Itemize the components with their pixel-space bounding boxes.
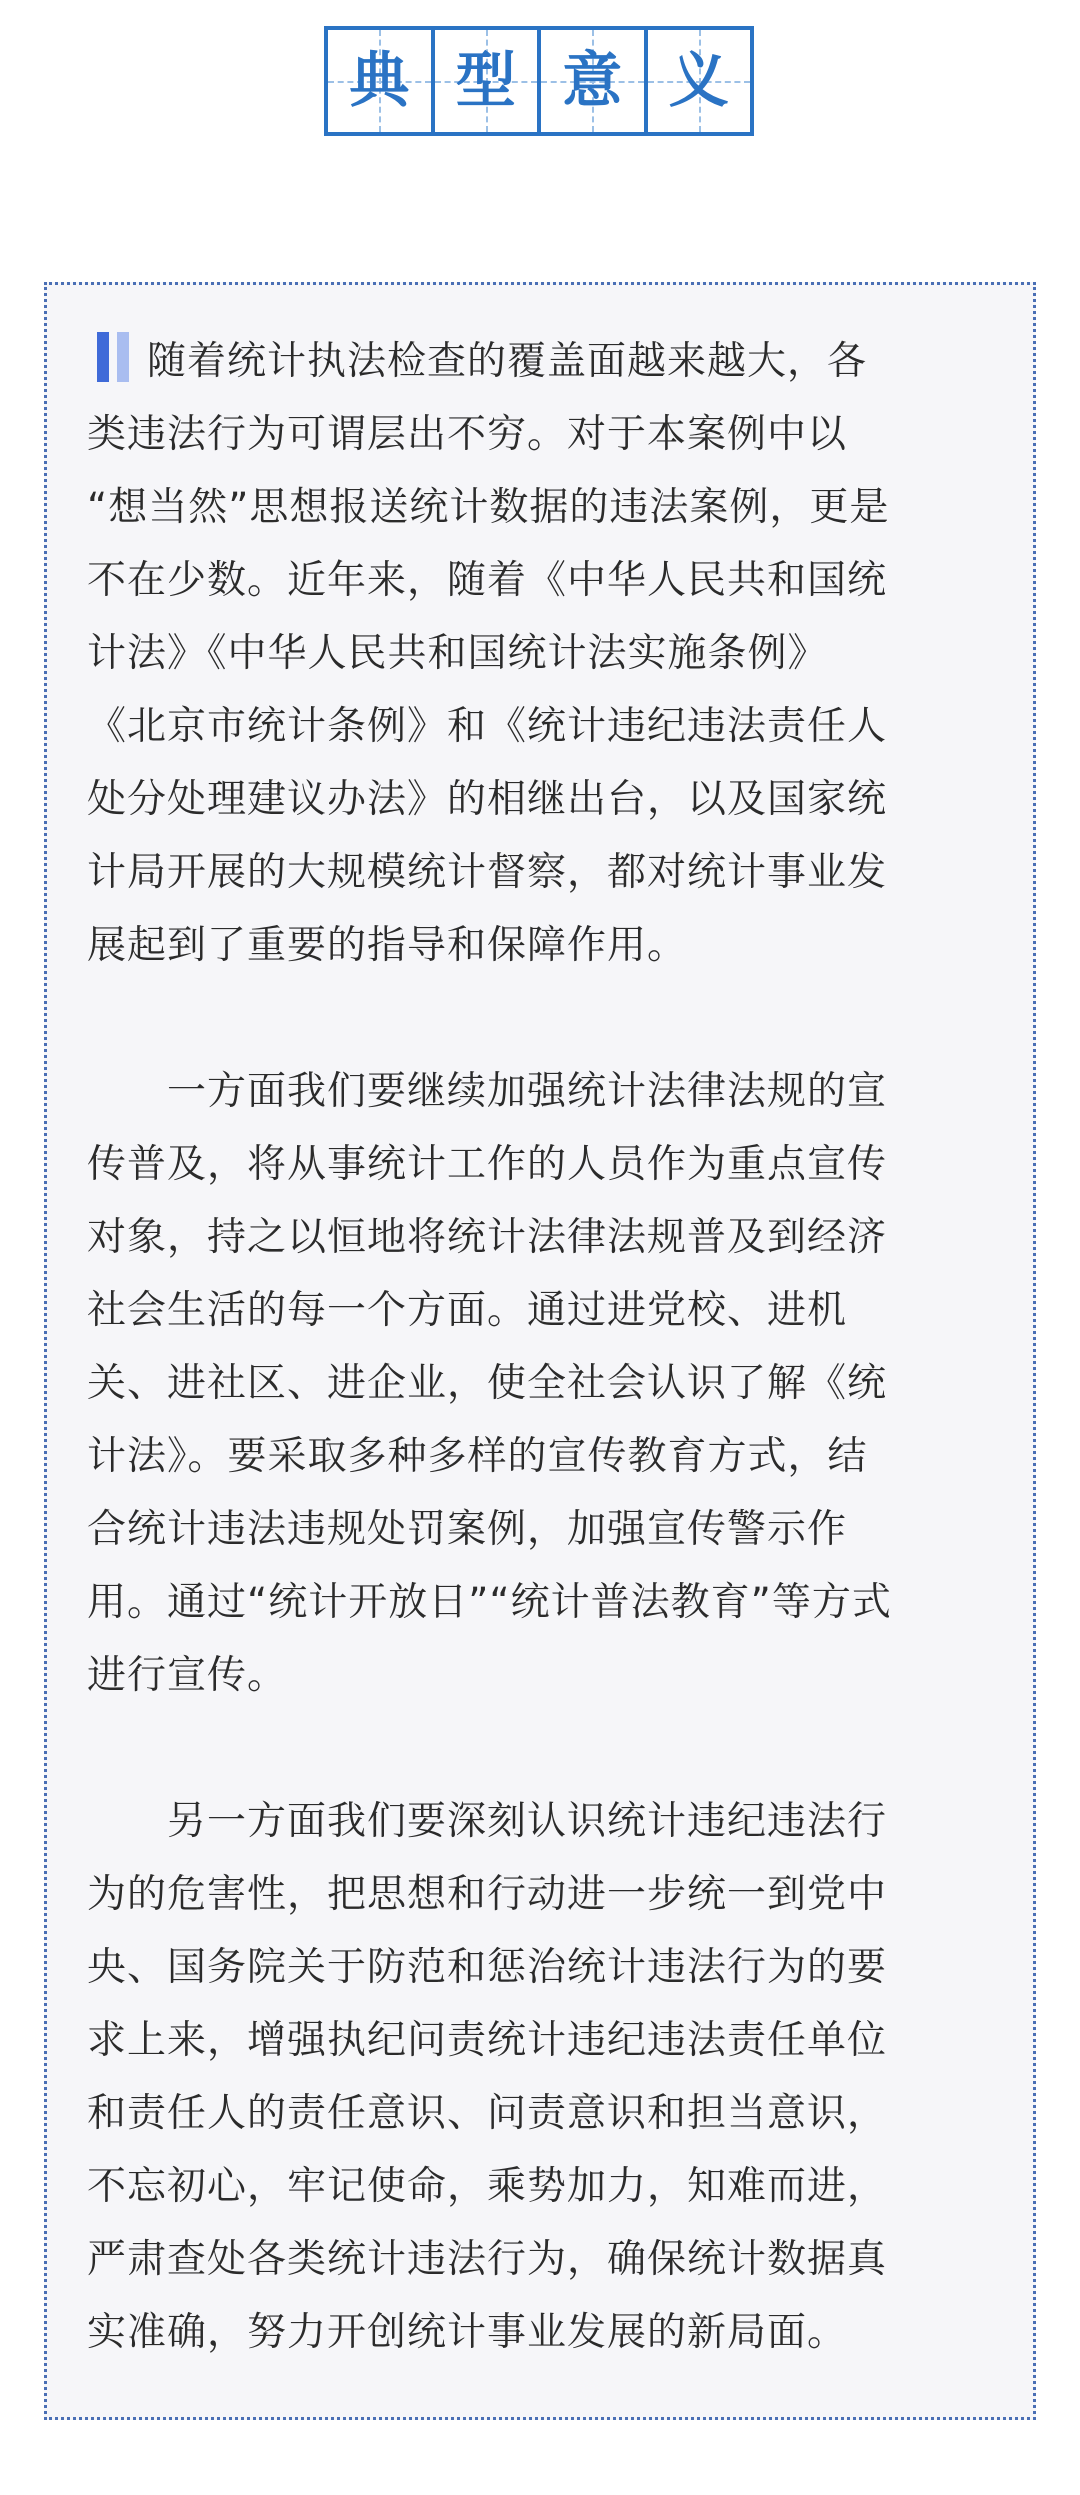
paragraph-line: 进行宣传。 (87, 1653, 288, 1698)
paragraph-line: 和责任人的责任意识、问责意识和担当意识， (87, 2091, 888, 2136)
double-bar-quote-icon (87, 332, 147, 382)
title-char-cell (537, 30, 644, 132)
paragraph-1 (87, 325, 1027, 982)
paragraph-line: 关、进社区、进企业，使全社会认识了解《统 (87, 1361, 888, 1406)
paragraph-line: 合统计违法违规处罚案例，加强宣传警示作 (87, 1507, 848, 1552)
paragraph-spacer (87, 982, 1027, 1055)
title-char-cell (644, 30, 751, 132)
title-char: 典 (349, 46, 410, 116)
title-char: 型 (455, 46, 516, 116)
paragraph-line: 社会生活的每一个方面。通过进党校、进机 (87, 1288, 848, 1333)
paragraph-line: 类违法行为可谓层出不穷。对于本案例中以 (87, 412, 848, 457)
paragraph-line: 对象，持之以恒地将统计法律法规普及到经济 (87, 1215, 888, 1260)
title-char: 意 (562, 46, 623, 116)
title-char-cell (328, 30, 431, 132)
paragraph-line: 计法》。要采取多种多样的宣传教育方式，结 (87, 1434, 868, 1479)
paragraph-line: 不忘初心，牢记使命，乘势加力，知难而进， (87, 2164, 888, 2209)
title-char: 义 (668, 46, 729, 116)
paragraph-line: 展起到了重要的指导和保障作用。 (87, 923, 688, 968)
paragraph-line: “想当然”思想报送统计数据的违法案例，更是 (87, 485, 890, 530)
paragraph-line: 另一方面我们要深刻认识统计违纪违法行 (87, 1799, 888, 1844)
paragraph-line: 处分处理建议办法》的相继出台，以及国家统 (87, 777, 888, 822)
section-title (324, 26, 754, 136)
paragraph-line: 用。通过“统计开放日”“统计普法教育”等方式 (87, 1580, 892, 1625)
paragraph-line: 央、国务院关于防范和惩治统计违法行为的要 (87, 1945, 888, 1990)
paragraph-line: 计局开展的大规模统计督察，都对统计事业发 (87, 850, 888, 895)
paragraph-line: 随着统计执法检查的覆盖面越来越大，各 (87, 325, 1027, 398)
paragraph-line: 《北京市统计条例》和《统计违纪违法责任人 (87, 704, 888, 749)
paragraph-line: 实准确，努力开创统计事业发展的新局面。 (87, 2310, 848, 2355)
paragraph-line: 求上来，增强执纪问责统计违纪违法责任单位 (87, 2018, 888, 2063)
paragraph-2 (87, 1055, 1027, 1712)
paragraph-spacer (87, 1712, 1027, 1785)
paragraph-line: 计法》《中华人民共和国统计法实施条例》 (87, 631, 828, 676)
article-body (87, 325, 1027, 2369)
paragraph-line: 一方面我们要继续加强统计法律法规的宣 (87, 1069, 888, 1114)
paragraph-3 (87, 1785, 1027, 2369)
title-char-cell (431, 30, 538, 132)
paragraph-line: 为的危害性，把思想和行动进一步统一到党中 (87, 1872, 888, 1917)
content-card (44, 282, 1036, 2420)
paragraph-line: 严肃查处各类统计违法行为，确保统计数据真 (87, 2237, 888, 2282)
paragraph-line: 传普及，将从事统计工作的人员作为重点宣传 (87, 1142, 888, 1187)
paragraph-line: 不在少数。近年来，随着《中华人民共和国统 (87, 558, 888, 603)
